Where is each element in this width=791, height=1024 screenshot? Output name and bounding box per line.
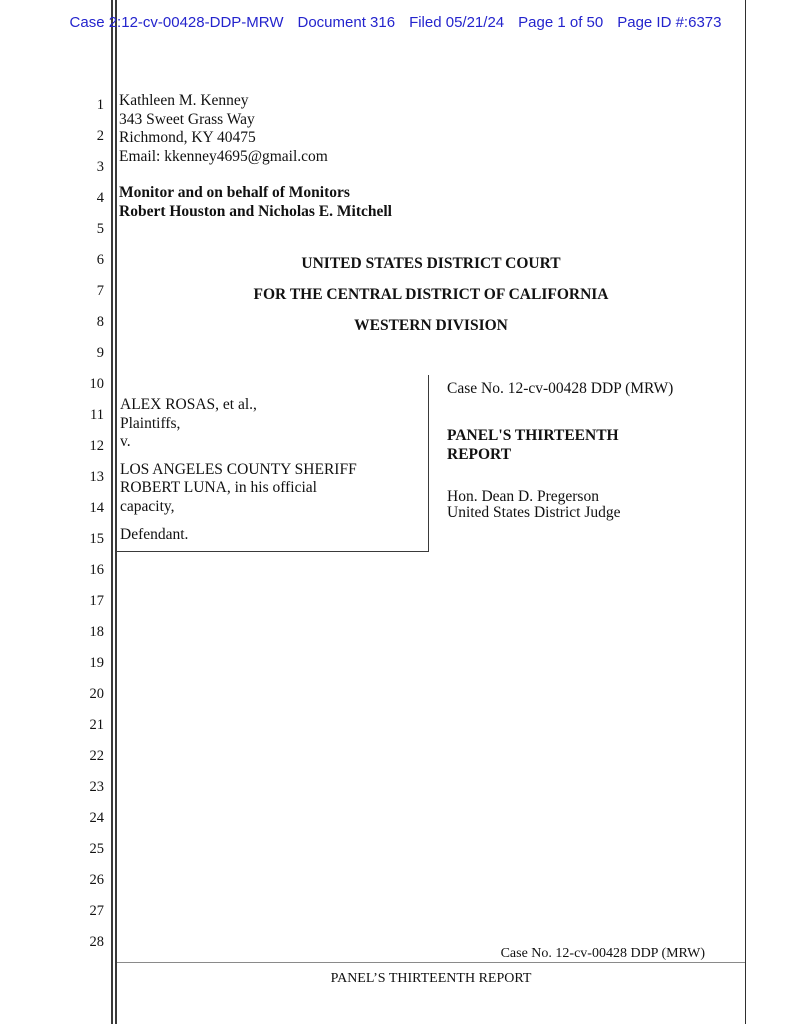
line-number: 13 (89, 469, 104, 485)
line-number: 11 (90, 407, 104, 423)
attorney-block (119, 92, 539, 221)
line-number: 5 (96, 221, 104, 237)
right-margin-rule (745, 0, 746, 1024)
plaintiff-line: ALEX ROSAS, et al., (120, 396, 257, 413)
defendant-lines (120, 461, 424, 517)
line-number: 24 (89, 810, 104, 826)
cmecf-stamp-header (0, 14, 791, 31)
judge-block (447, 489, 737, 521)
line-number: 18 (89, 624, 104, 640)
line-number: 9 (96, 345, 104, 361)
court-heading (117, 248, 745, 341)
court-district: FOR THE CENTRAL DISTRICT OF CALIFORNIA (253, 286, 609, 303)
line-number: 8 (96, 314, 104, 330)
line-number: 2 (96, 128, 104, 144)
cmecf-header-segment: Page ID #:6373 (617, 14, 722, 31)
footer-divider-rule (117, 962, 745, 963)
defendant-line: ROBERT LUNA, in his official (120, 479, 317, 496)
line-number: 26 (89, 872, 104, 888)
monitor-role-lines (119, 183, 539, 221)
judge-title: United States District Judge (447, 503, 621, 521)
line-number: 28 (89, 934, 104, 950)
line-number: 4 (96, 190, 104, 206)
line-number: 3 (96, 159, 104, 175)
line-number: 12 (89, 438, 104, 454)
report-title-line2: REPORT (447, 446, 512, 463)
line-number: 22 (89, 748, 104, 764)
line-number: 10 (89, 376, 104, 392)
caption-box (117, 375, 429, 552)
line-number: 6 (96, 252, 104, 268)
line-number: 16 (89, 562, 104, 578)
line-number-column (52, 90, 104, 958)
monitor-role-line: Monitor and on behalf of Monitors (119, 184, 350, 202)
line-number: 27 (89, 903, 104, 919)
line-number: 7 (96, 283, 104, 299)
left-double-rule-outer (111, 0, 113, 1024)
court-name: UNITED STATES DISTRICT COURT (301, 255, 561, 272)
court-division: WESTERN DIVISION (354, 317, 508, 334)
line-number: 23 (89, 779, 104, 795)
report-title-line1: PANEL'S THIRTEENTH (447, 427, 619, 444)
plaintiff-line: v. (120, 433, 131, 450)
case-number: Case No. 12-cv-00428 DDP (MRW) (447, 380, 674, 397)
report-title (447, 426, 737, 464)
cmecf-header-segment: Document 316 (297, 14, 396, 31)
defendant-label: Defendant. (120, 526, 189, 543)
monitor-contact-line: 343 Sweet Grass Way (119, 110, 255, 128)
monitor-contact-line: Email: kkenney4695@gmail.com (119, 147, 328, 165)
monitor-contact-lines (119, 92, 539, 166)
plaintiff-line: Plaintiffs, (120, 414, 181, 432)
line-number: 15 (89, 531, 104, 547)
monitor-contact-line: Kathleen M. Kenney (119, 92, 249, 109)
cmecf-header-segment: Filed 05/21/24 (409, 14, 505, 31)
monitor-role-line: Robert Houston and Nicholas E. Mitchell (119, 203, 392, 221)
footer-document-title: PANEL’S THIRTEENTH REPORT (330, 971, 532, 986)
caption-right-column (447, 379, 737, 521)
line-number: 19 (89, 655, 104, 671)
defendant-line: capacity, (120, 497, 175, 515)
line-number: 17 (89, 593, 104, 609)
judge-name: Hon. Dean D. Pregerson (447, 488, 599, 505)
footer-case-number: Case No. 12-cv-00428 DDP (MRW) (500, 946, 705, 961)
line-number: 20 (89, 686, 104, 702)
cmecf-header-segment: Page 1 of 50 (518, 14, 604, 31)
line-number: 14 (89, 500, 104, 516)
defendant-line: LOS ANGELES COUNTY SHERIFF (120, 460, 357, 478)
cmecf-header-segment: Case 2:12-cv-00428-DDP-MRW (69, 14, 284, 31)
line-number: 25 (89, 841, 104, 857)
plaintiff-lines (120, 396, 424, 452)
line-number: 1 (96, 97, 104, 113)
monitor-contact-line: Richmond, KY 40475 (119, 129, 256, 147)
line-number: 21 (89, 717, 104, 733)
